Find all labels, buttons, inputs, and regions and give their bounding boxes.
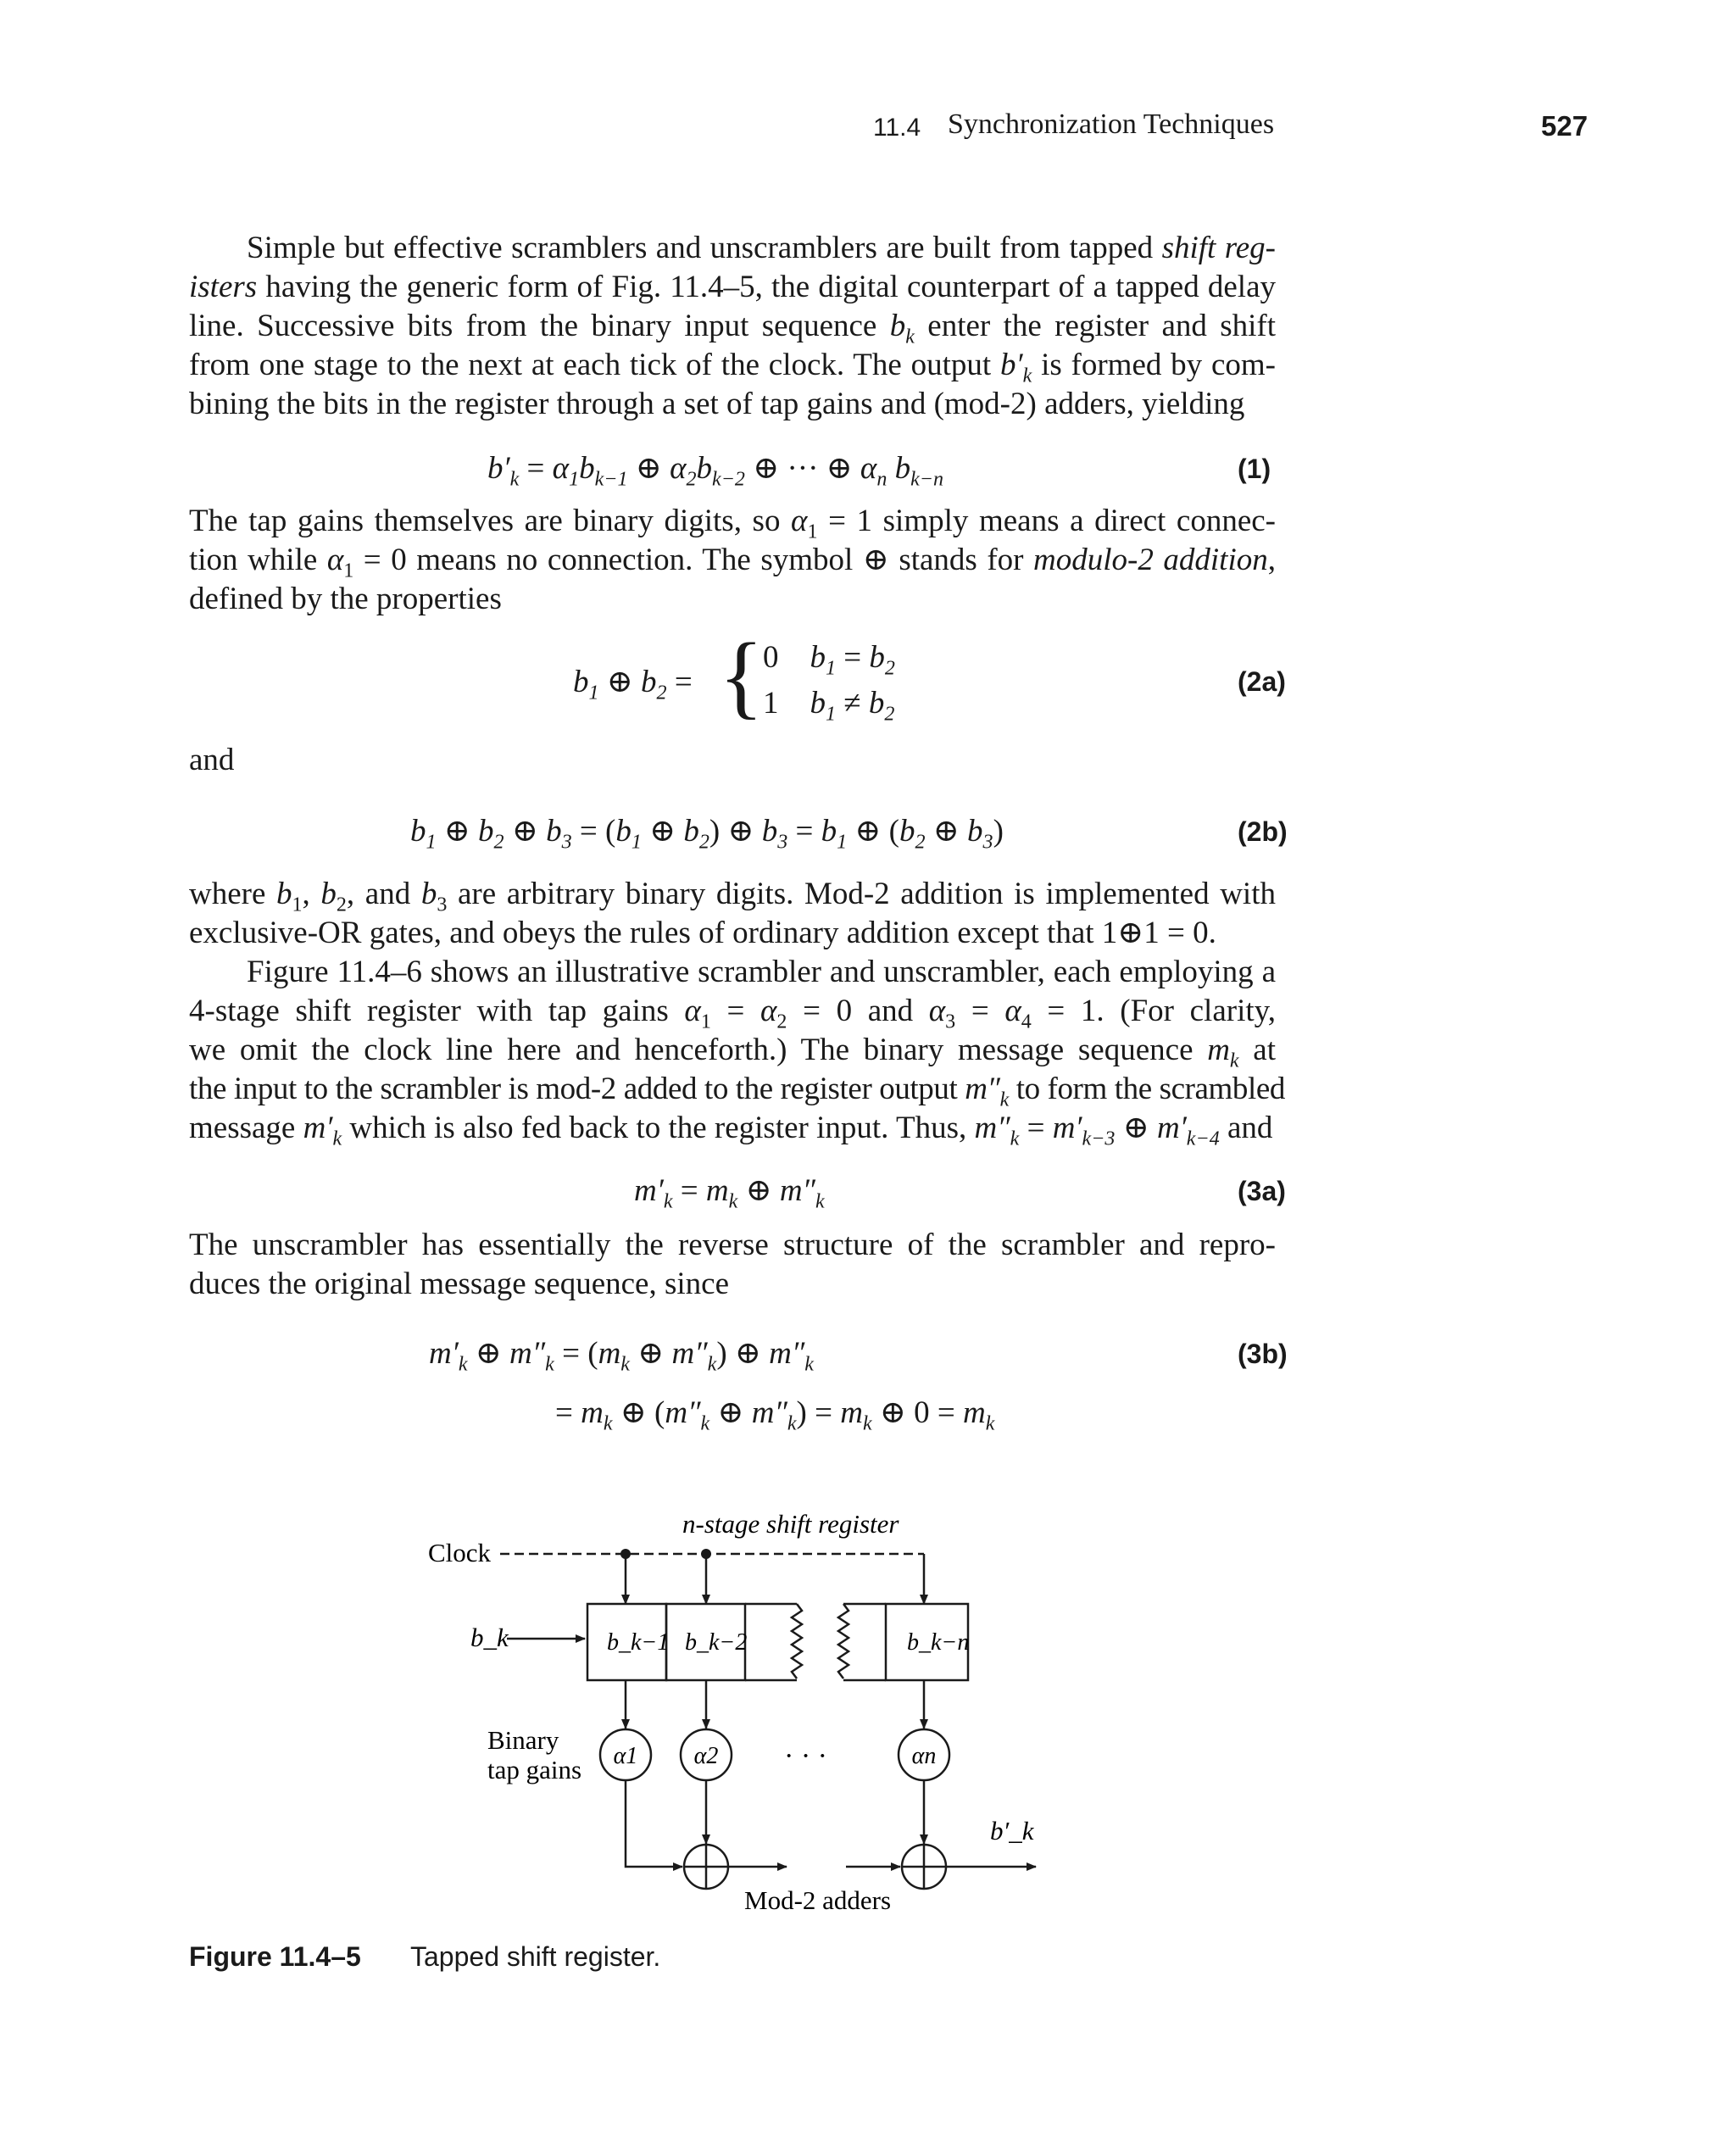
text-line: from one stage to the next at each tick of the clock. The output $b'_k$ is formed by com- xyxy=(189,348,1276,387)
cell-label-n: b_k−n xyxy=(907,1629,970,1656)
equation-3b-number: (3b) xyxy=(1238,1339,1288,1369)
equation-1: $b'_k = \alpha_1b_{k-1}$ ⊕ $\alpha_2b_{k-2}$ ⊕ ··· ⊕ $\alpha_n$ $b_{k-n}$ xyxy=(487,451,944,491)
section-title: Synchronization Techniques xyxy=(948,109,1275,140)
text-line: Figure 11.4–6 shows an illustrative scrambler and unscrambler, each employing a xyxy=(247,955,1276,989)
clock-label: Clock xyxy=(428,1538,492,1567)
equation-1-number: (1) xyxy=(1238,454,1271,484)
text-line: the input to the scrambler is mod-2 added to the register output $m''_k$ to form the scrambled xyxy=(189,1072,1286,1111)
equation-2b: $b_1$ ⊕ $b_2$ ⊕ $b_3 = (b_1$ ⊕ $b_2$) ⊕ $b_3 = b_1$ ⊕ ($b_2$ ⊕ $b_3$) xyxy=(410,814,1004,854)
text-line: line. Successive bits from the binary input sequence $b_k$ enter the register and shift xyxy=(189,309,1276,348)
section-number: 11.4 xyxy=(873,114,921,142)
tap-1-to-adder xyxy=(626,1780,682,1867)
tap-gains-label-1: Binary xyxy=(487,1725,559,1755)
equation-2a-case-2: 1 $b_1 \ne b_2$ xyxy=(763,686,895,726)
register-label: n-stage shift register xyxy=(682,1509,899,1539)
equation-3b-line-2: = $m_k$ ⊕ ($m''_k$ ⊕ $m''_k) = m_k$ ⊕ $0 = m_k$ xyxy=(555,1395,995,1435)
word-and: and xyxy=(189,743,235,777)
page-number: 527 xyxy=(1541,110,1589,142)
equation-3b-line-1: $m'_k$ ⊕ $m''_k = (m_k$ ⊕ $m''_k$) ⊕ $m''_k$ xyxy=(429,1336,814,1376)
tap-dots: · · · xyxy=(784,1740,827,1772)
tapped-shift-register-figure xyxy=(407,1492,1051,1916)
adders-label: Mod-2 adders xyxy=(744,1885,892,1915)
register-break-right xyxy=(838,1604,886,1680)
figure-caption-text: Tapped shift register. xyxy=(410,1941,661,1972)
input-label: b_k xyxy=(470,1623,509,1652)
text-line: we omit the clock line here and henceforth.) The binary message sequence $m_k$ at xyxy=(189,1033,1276,1072)
text-line: 4-stage shift register with tap gains $\alpha_1 = \alpha_2 = 0$ and $\alpha_3 = \alpha_4 = 1$. (For clarity, xyxy=(189,994,1276,1033)
text-line: bining the bits in the register through a set of tap gains and (mod-2) adders, yielding xyxy=(189,387,1245,421)
cell-label-2: b_k−2 xyxy=(685,1629,748,1656)
text-line: defined by the properties xyxy=(189,582,502,616)
tap-gains-label-2: tap gains xyxy=(487,1755,582,1784)
figure-caption-number: Figure 11.4–5 xyxy=(189,1941,361,1972)
equation-2a-lhs: $b_1$ ⊕ $b_2$ = xyxy=(573,665,693,704)
tap-gain-label-n: αn xyxy=(911,1743,937,1769)
text-line: isters having the generic form of Fig. 11.4–5, the digital counterpart of a tapped delay xyxy=(189,270,1276,304)
output-label: b′_k xyxy=(990,1816,1034,1846)
text-line: exclusive-OR gates, and obeys the rules of ordinary addition except that 1⊕1 = 0. xyxy=(189,916,1216,950)
text-line: duces the original message sequence, since xyxy=(189,1267,729,1301)
mod2-adder-n xyxy=(902,1845,946,1889)
text-line: The unscrambler has essentially the reverse structure of the scrambler and repro- xyxy=(189,1228,1276,1262)
equation-2a-number: (2a) xyxy=(1238,666,1286,697)
equation-2a-case-1: 0 $b_1 = b_2$ xyxy=(763,640,895,680)
register-break-left xyxy=(745,1604,802,1680)
cell-label-1: b_k−1 xyxy=(607,1629,670,1656)
text-line: where $b_1$, $b_2$, and $b_3$ are arbitrary binary digits. Mod-2 addition is implemented with xyxy=(189,877,1276,916)
text-line: The tap gains themselves are binary digits, so $\alpha_1 = 1$ simply means a direct connec- xyxy=(189,504,1276,543)
equation-2a-brace: { xyxy=(719,624,764,727)
tap-gain-label-2: α2 xyxy=(693,1743,719,1769)
tap-gain-label-1: α1 xyxy=(613,1743,638,1769)
equation-3a: $m'_k = m_k$ ⊕ $m''_k$ xyxy=(634,1173,825,1213)
text-line: message $m'_k$ which is also fed back to the register input. Thus, $m''_k = m'_{k-3}$ ⊕ $m'_{k-4}$ and xyxy=(189,1111,1273,1150)
text-line: tion while $\alpha_1 = 0$ means no connection. The symbol ⊕ stands for modulo-2 addition, xyxy=(189,543,1276,582)
mod2-adder-1 xyxy=(684,1845,728,1889)
equation-3a-number: (3a) xyxy=(1238,1176,1286,1206)
equation-2b-number: (2b) xyxy=(1238,816,1288,847)
text-line: Simple but effective scramblers and unscramblers are built from tapped shift reg- xyxy=(247,231,1276,265)
